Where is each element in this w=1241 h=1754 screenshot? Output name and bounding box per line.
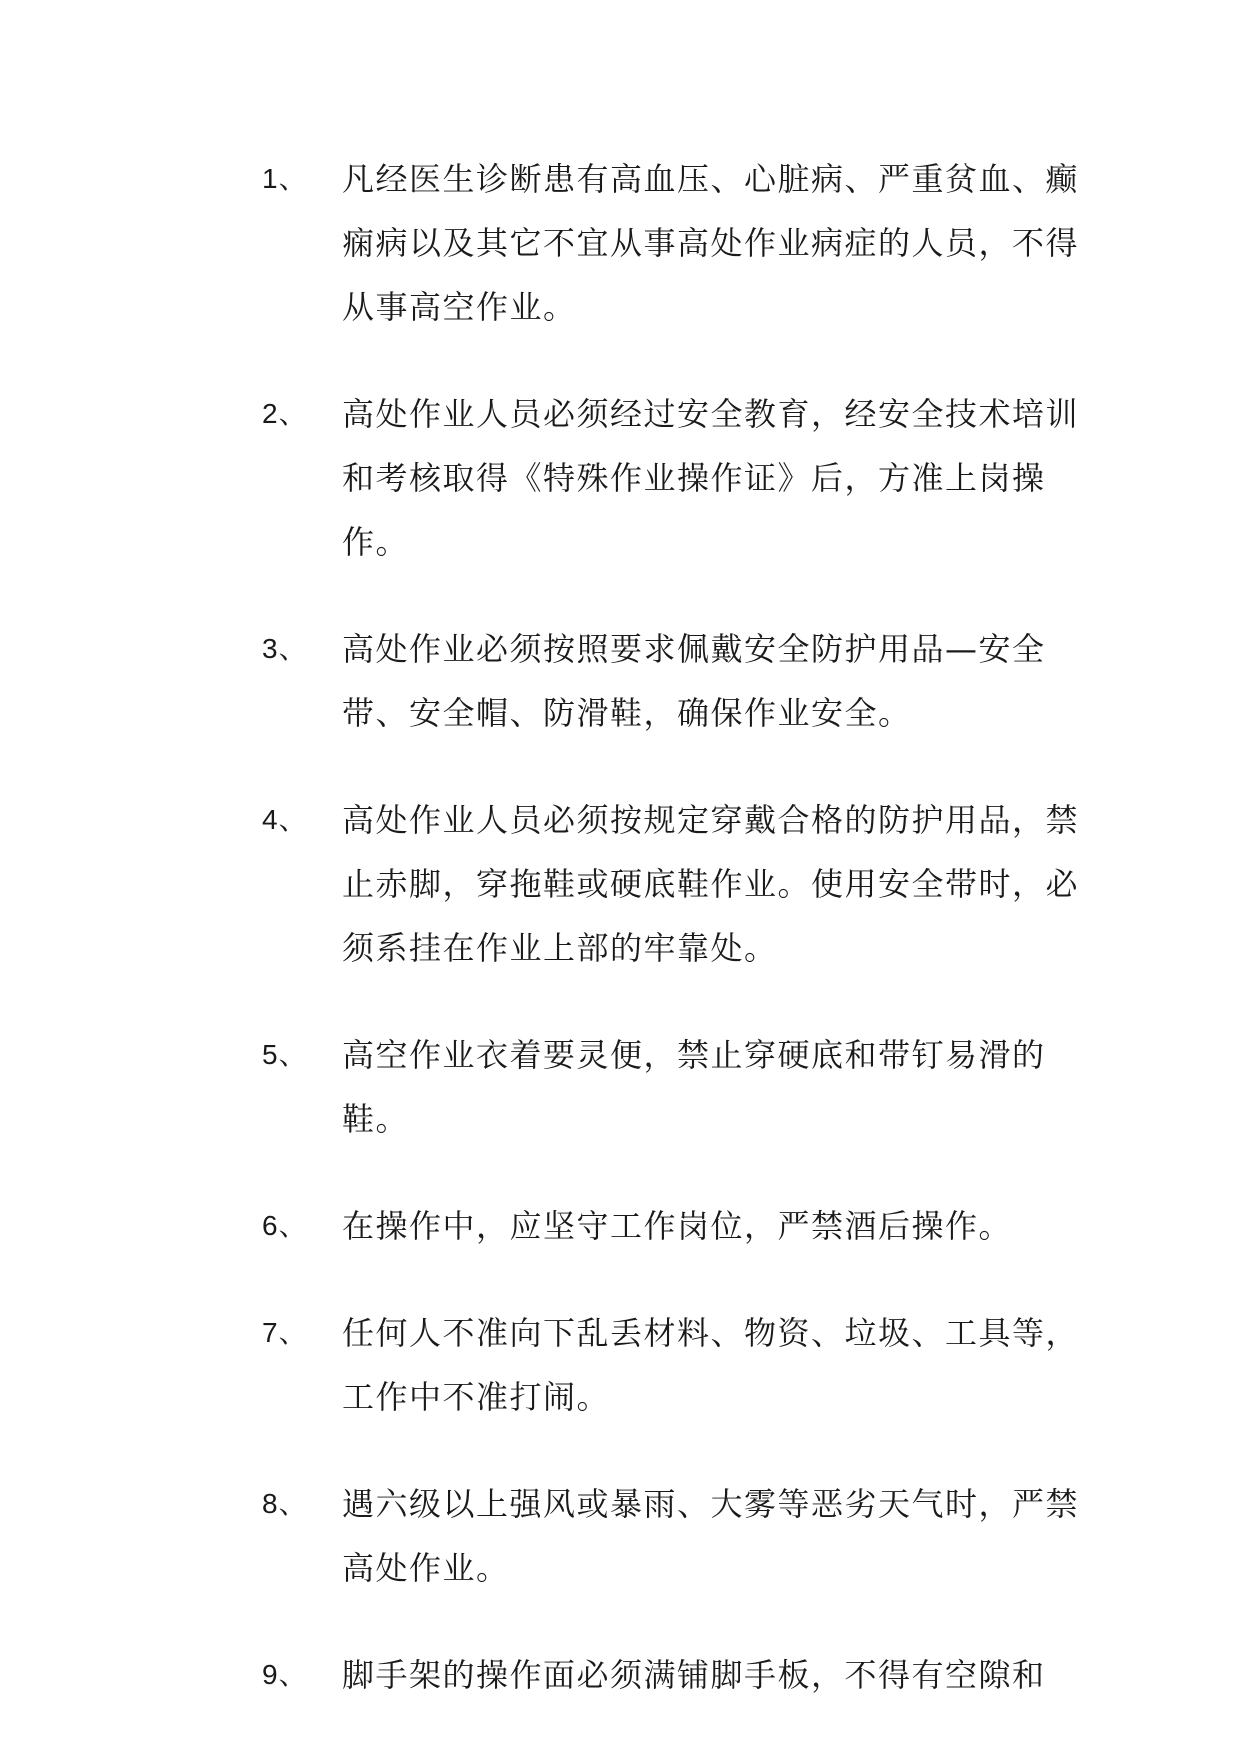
item-text: 凡经医生诊断患有高血压、心脏病、严重贫血、癫痫病以及其它不宜从事高处作业病症的人员，不得从事高空作业。 — [342, 160, 1080, 326]
list-item — [262, 1301, 1082, 1429]
list-item — [262, 788, 1082, 980]
item-number: 4、 — [262, 804, 308, 835]
item-text: 高处作业必须按照要求佩戴安全防护用品—安全带、安全帽、防滑鞋，确保作业安全。 — [342, 630, 1046, 732]
item-text: 高处作业人员必须按规定穿戴合格的防护用品，禁止赤脚，穿拖鞋或硬底鞋作业。使用安全带时，必须系挂在作业上部的牢靠处。 — [342, 801, 1080, 967]
item-text: 任何人不准向下乱丢材料、物资、垃圾、工具等，工作中不准打闹。 — [342, 1314, 1080, 1416]
item-number: 2、 — [262, 398, 308, 429]
list-item — [262, 382, 1082, 574]
list-item — [262, 1472, 1082, 1600]
item-text: 高处作业人员必须经过安全教育，经安全技术培训和考核取得《特殊作业操作证》后，方准上岗操作。 — [342, 395, 1080, 561]
list-item — [262, 617, 1082, 745]
list-item — [262, 147, 1082, 339]
item-number: 7、 — [262, 1317, 308, 1348]
item-number: 8、 — [262, 1488, 308, 1519]
item-number: 9、 — [262, 1659, 308, 1690]
item-text: 在操作中，应坚守工作岗位，严禁酒后操作。 — [342, 1207, 1013, 1245]
item-number: 6、 — [262, 1210, 308, 1241]
item-number: 3、 — [262, 633, 308, 664]
list-item — [262, 1643, 1082, 1707]
list-item — [262, 1194, 1082, 1258]
item-number: 5、 — [262, 1039, 308, 1070]
item-text: 脚手架的操作面必须满铺脚手板，不得有空隙和 — [342, 1656, 1046, 1694]
item-text: 遇六级以上强风或暴雨、大雾等恶劣天气时，严禁高处作业。 — [342, 1485, 1080, 1587]
item-number: 1、 — [262, 163, 308, 194]
list-item — [262, 1023, 1082, 1151]
item-text: 高空作业衣着要灵便，禁止穿硬底和带钉易滑的鞋。 — [342, 1036, 1046, 1138]
safety-rules-list — [262, 147, 1082, 1750]
